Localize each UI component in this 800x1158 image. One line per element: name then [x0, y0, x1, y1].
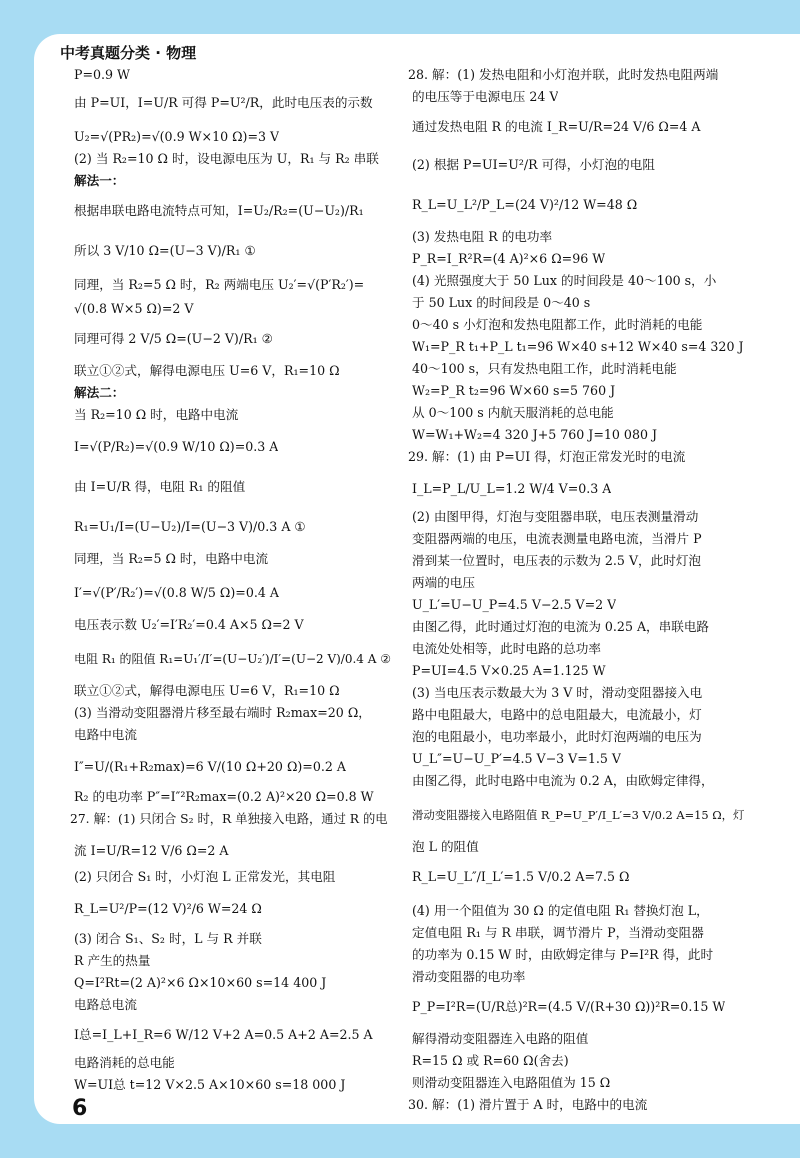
- solution-line: 于 50 Lux 的时间段是 0～40 s: [412, 295, 591, 310]
- solution-line: 由 I=U/R 得，电阻 R₁ 的阻值: [74, 479, 246, 494]
- page-header-title: 中考真题分类 · 物理: [60, 44, 197, 62]
- solution-line: 40～100 s，只有发热电阻工作，此时消耗电能: [412, 361, 677, 376]
- solution-line: R_L=U²/P=(12 V)²/6 W=24 Ω: [74, 901, 262, 916]
- solution-line: I总=I_L+I_R=6 W/12 V+2 A=0.5 A+2 A=2.5 A: [74, 1027, 373, 1042]
- solution-line: I″=U/(R₁+R₂max)=6 V/(10 Ω+20 Ω)=0.2 A: [74, 759, 346, 774]
- solution-line: 通过发热电阻 R 的电流 I_R=U/R=24 V/6 Ω=4 A: [412, 119, 701, 134]
- solution-line: (3) 闭合 S₁、S₂ 时，L 与 R 并联: [74, 931, 262, 946]
- solution-line: 电阻 R₁ 的阻值 R₁=U₁′/I′=(U−U₂′)/I′=(U−2 V)/0.4 A ②: [74, 652, 391, 666]
- solution-line: 同理可得 2 V/5 Ω=(U−2 V)/R₁ ②: [74, 331, 273, 346]
- solution-line: P_P=I²R=(U/R总)²R=(4.5 V/(R+30 Ω))²R=0.15 W: [412, 999, 726, 1014]
- solution-line: W=UI总 t=12 V×2.5 A×10×60 s=18 000 J: [74, 1077, 346, 1092]
- solution-line: R₁=U₁/I=(U−U₂)/I=(U−3 V)/0.3 A ①: [74, 519, 306, 534]
- solution-line: R 产生的热量: [74, 953, 151, 968]
- solution-line: 电路总电流: [74, 997, 137, 1012]
- question-27-start: 27. 解：(1) 只闭合 S₂ 时，R 单独接入电路，通过 R 的电: [70, 812, 388, 826]
- solution-line: (2) 当 R₂=10 Ω 时，设电源电压为 U，R₁ 与 R₂ 串联: [74, 151, 379, 166]
- solution-line: U_L′=U−U_P=4.5 V−2.5 V=2 V: [412, 597, 617, 612]
- solution-line: 流 I=U/R=12 V/6 Ω=2 A: [74, 843, 229, 858]
- solution-line: 从 0～100 s 内航天服消耗的总电能: [412, 405, 614, 420]
- solution-line: 由图乙得，此时通过灯泡的电流为 0.25 A，串联电路: [412, 619, 710, 634]
- solution-line: U₂=√(PR₂)=√(0.9 W×10 Ω)=3 V: [74, 129, 280, 144]
- solution-line: I=√(P/R₂)=√(0.9 W/10 Ω)=0.3 A: [74, 439, 279, 454]
- solution-line: 联立①②式，解得电源电压 U=6 V，R₁=10 Ω: [74, 683, 340, 698]
- page-number: 6: [72, 1096, 88, 1121]
- question-29-start: 29. 解：(1) 由 P=UI 得，灯泡正常发光时的电流: [408, 449, 686, 464]
- solution-line: 同理，当 R₂=5 Ω 时，电路中电流: [74, 551, 269, 566]
- solution-line: W₁=P_R t₁+P_L t₁=96 W×40 s+12 W×40 s=4 320 J: [412, 339, 744, 354]
- solution-line: I′=√(P′/R₂′)=√(0.8 W/5 Ω)=0.4 A: [74, 585, 279, 600]
- solution-line: 滑到某一位置时，电压表的示数为 2.5 V，此时灯泡: [412, 553, 702, 568]
- solution-line: Q=I²Rt=(2 A)²×6 Ω×10×60 s=14 400 J: [74, 975, 327, 990]
- solution-line: (2) 根据 P=UI=U²/R 可得，小灯泡的电阻: [412, 157, 655, 172]
- solution-line: 则滑动变阻器连入电路阻值为 15 Ω: [412, 1075, 611, 1090]
- solution-line: 的功率为 0.15 W 时，由欧姆定律与 P=I²R 得，此时: [412, 947, 714, 962]
- solution-line: (3) 发热电阻 R 的电功率: [412, 229, 553, 244]
- solution-line: 电路中电流: [74, 727, 137, 742]
- method-heading: 解法一：: [74, 173, 125, 188]
- solution-line: 泡 L 的阻值: [412, 839, 479, 854]
- solution-line: (3) 当电压表示数最大为 3 V 时，滑动变阻器接入电: [412, 685, 703, 700]
- solution-line: R_L=U_L″/I_L′=1.5 V/0.2 A=7.5 Ω: [412, 869, 630, 884]
- question-30-start: 30. 解：(1) 滑片置于 A 时，电路中的电流: [408, 1097, 648, 1112]
- solution-line: (4) 光照强度大于 50 Lux 的时间段是 40～100 s，小: [412, 273, 717, 288]
- solution-line: 由图乙得，此时电路中电流为 0.2 A，由欧姆定律得，: [412, 773, 714, 788]
- method-heading: 解法二：: [74, 385, 125, 400]
- solution-line: I_L=P_L/U_L=1.2 W/4 V=0.3 A: [412, 481, 612, 496]
- solution-line: 解得滑动变阻器连入电路的阻值: [412, 1031, 589, 1046]
- solution-line: 滑动变阻器的电功率: [412, 969, 526, 984]
- solution-line: 电路消耗的总电能: [74, 1055, 175, 1070]
- solution-line: 泡的电阻最小，电功率最小，此时灯泡两端的电压为: [412, 729, 702, 744]
- solution-line: (3) 当滑动变阻器滑片移至最右端时 R₂max=20 Ω，: [74, 705, 371, 720]
- solution-line: 两端的电压: [412, 575, 475, 590]
- solution-line: 定值电阻 R₁ 与 R 串联，调节滑片 P，当滑动变阻器: [412, 925, 704, 940]
- solution-line: (2) 由图甲得，灯泡与变阻器串联，电压表测量滑动: [412, 509, 699, 524]
- solution-line: R₂ 的电功率 P″=I″²R₂max=(0.2 A)²×20 Ω=0.8 W: [74, 789, 374, 804]
- solution-line: P=UI=4.5 V×0.25 A=1.125 W: [412, 663, 606, 678]
- solution-line: (2) 只闭合 S₁ 时，小灯泡 L 正常发光，其电阻: [74, 869, 336, 884]
- solution-line: 滑动变阻器接入电路阻值 R_P=U_P′/I_L′=3 V/0.2 A=15 Ω，灯: [412, 808, 745, 822]
- solution-line: P_R=I_R²R=(4 A)²×6 Ω=96 W: [412, 251, 606, 266]
- solution-line: W=W₁+W₂=4 320 J+5 760 J=10 080 J: [412, 427, 658, 442]
- solution-line: 根据串联电路电流特点可知，I=U₂/R₂=(U−U₂)/R₁: [74, 203, 364, 218]
- solution-line: P=0.9 W: [74, 67, 131, 82]
- solution-line: 电压表示数 U₂′=I′R₂′=0.4 A×5 Ω=2 V: [74, 617, 304, 632]
- solution-line: (4) 用一个阻值为 30 Ω 的定值电阻 R₁ 替换灯泡 L，: [412, 903, 709, 918]
- solution-line: 所以 3 V/10 Ω=(U−3 V)/R₁ ①: [74, 243, 256, 258]
- solution-line: 联立①②式，解得电源电压 U=6 V，R₁=10 Ω: [74, 363, 340, 378]
- solution-line: U_L″=U−U_P′=4.5 V−3 V=1.5 V: [412, 751, 621, 766]
- solution-line: R_L=U_L²/P_L=(24 V)²/12 W=48 Ω: [412, 197, 638, 212]
- solution-line: 0～40 s 小灯泡和发热电阻都工作，此时消耗的电能: [412, 317, 703, 332]
- solution-line: 当 R₂=10 Ω 时，电路中电流: [74, 407, 239, 422]
- solution-line: √(0.8 W×5 Ω)=2 V: [74, 301, 194, 316]
- question-28-start: 28. 解：(1) 发热电阻和小灯泡并联，此时发热电阻两端: [408, 67, 719, 82]
- solution-line: 同理，当 R₂=5 Ω 时，R₂ 两端电压 U₂′=√(P′R₂′)=: [74, 277, 365, 292]
- solution-line: 路中电阻最大，电路中的总电阻最大，电流最小，灯: [412, 707, 702, 722]
- solution-line: 由 P=UI，I=U/R 可得 P=U²/R，此时电压表的示数: [74, 95, 373, 110]
- solution-line: R=15 Ω 或 R=60 Ω(舍去): [412, 1053, 569, 1068]
- solution-line: 电流处处相等，此时电路的总功率: [412, 641, 601, 656]
- solution-line: W₂=P_R t₂=96 W×60 s=5 760 J: [412, 383, 616, 398]
- solution-line: 变阻器两端的电压，电流表测量电路电流，当滑片 P: [412, 531, 702, 546]
- solution-line: 的电压等于电源电压 24 V: [412, 89, 559, 104]
